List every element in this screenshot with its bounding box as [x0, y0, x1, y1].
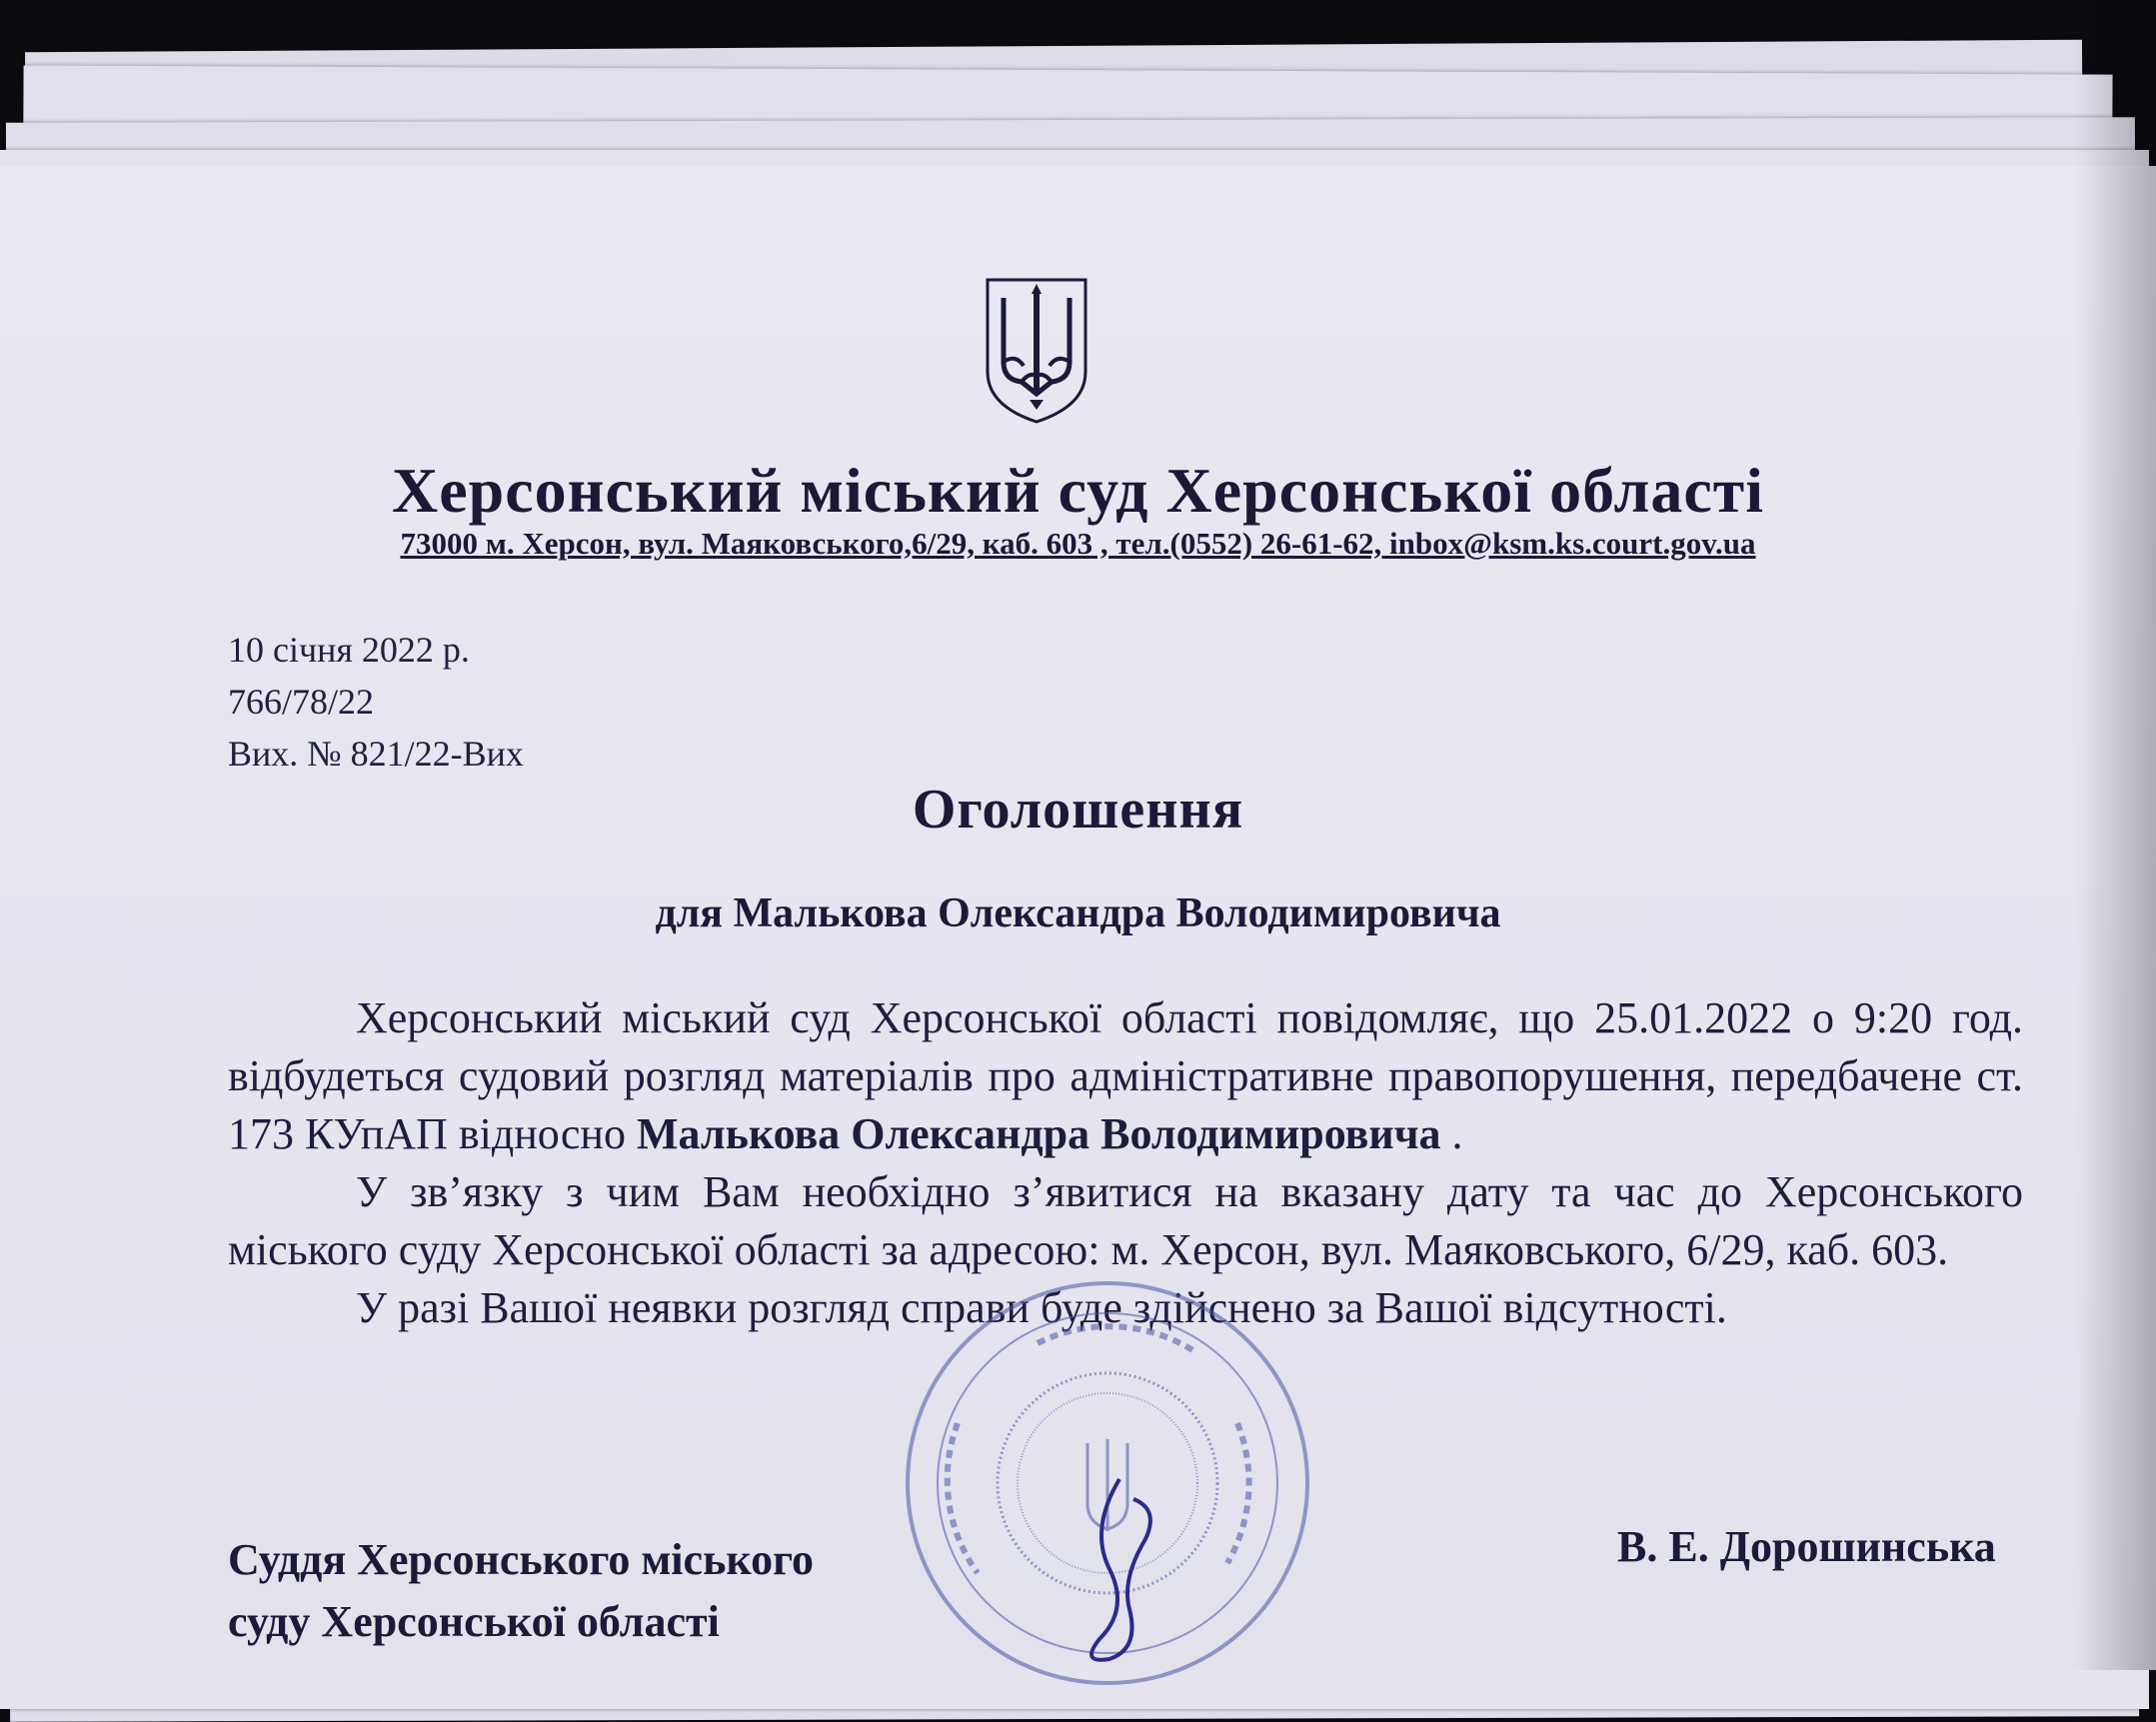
- outgoing-number: Вих. № 821/22-Вих: [228, 734, 524, 774]
- judge-name: В. Е. Дорошинська: [1617, 1522, 1996, 1571]
- defendant-name: Малькова Олександра Володимировича: [636, 1109, 1441, 1158]
- trident-coat-of-arms-icon: [982, 276, 1091, 426]
- judge-position-line: суду Херсонської області: [228, 1597, 720, 1646]
- document-meta: [228, 624, 524, 780]
- case-number: 766/78/22: [228, 682, 375, 722]
- notice-addressee: для Малькова Олександра Володимировича: [655, 890, 1501, 936]
- court-address: 73000 м. Херсон, вул. Маяковського,6/29, каб. 603 , тел.(0552) 26-61-62, inbox@ksm.ks.court.gov.ua: [400, 526, 1756, 561]
- paragraph-end: .: [1440, 1109, 1463, 1158]
- notice-title: Оголошення: [912, 779, 1244, 841]
- paragraph-text: Херсонський міський суд Херсонської області повідомляє, що 25.01.2022 о 9:20 год. відбудеться судовий розгляд матеріалів про адміністративне правопорушення, передбачене ст. 173 КУпАП відносно: [228, 993, 2023, 1158]
- body-paragraph: У разі Вашої неявки розгляд справи буде здійснено за Вашої відсутності.: [356, 1283, 1727, 1332]
- judge-position-line: Суддя Херсонського міського: [228, 1535, 814, 1584]
- body-paragraph: [228, 989, 2023, 1163]
- body-paragraph: У зв’язку з чим Вам необхідно з’явитися на вказану дату та час до Херсонського міського суду Херсонської області за адресою: м. Херсон, вул. Маяковського, 6/29, каб. 603.: [228, 1167, 2023, 1274]
- document-date: 10 січня 2022 р.: [228, 630, 470, 670]
- handwritten-signature: [1050, 1469, 1189, 1669]
- judge-position: [228, 1529, 814, 1653]
- court-name-heading: Херсонський міський суд Херсонської області: [391, 455, 1765, 526]
